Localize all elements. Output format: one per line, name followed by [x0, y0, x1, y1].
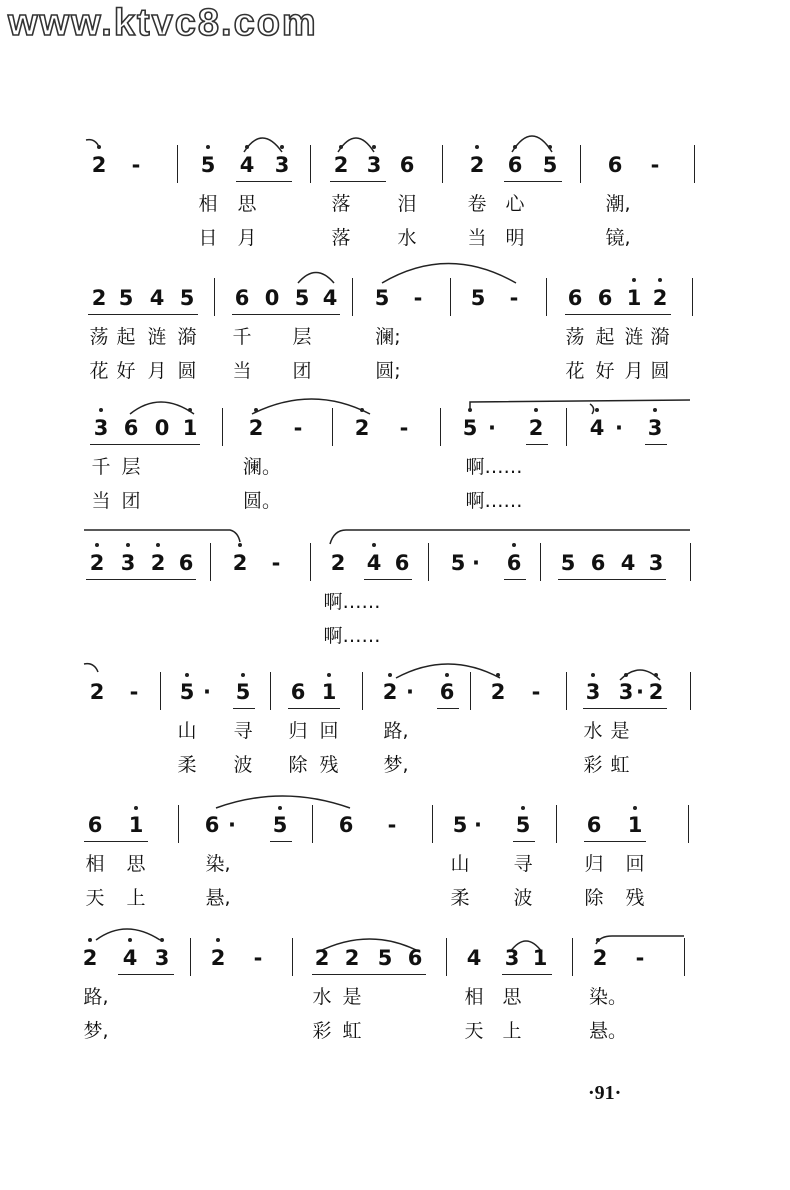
lyric: 啊…… — [465, 490, 523, 512]
beam-line — [583, 708, 667, 709]
augmentation-dot: · — [474, 813, 482, 837]
note: 3 — [366, 153, 382, 177]
lyric: 圆 — [177, 360, 197, 382]
beam-line — [330, 181, 386, 182]
barline — [546, 278, 547, 316]
barline — [540, 543, 541, 581]
beam-line — [270, 841, 292, 842]
beam-line — [504, 579, 526, 580]
lyric: 澜; — [375, 326, 401, 348]
lyric: 漪 — [177, 326, 197, 348]
barline — [442, 145, 443, 183]
lyric: 千 — [232, 326, 252, 348]
lyric: 潮, — [605, 193, 631, 215]
note: 3 — [120, 551, 136, 575]
note: 1 — [321, 680, 337, 704]
lyric: 明 — [505, 227, 525, 249]
note: 4 — [589, 416, 605, 440]
barline — [690, 543, 691, 581]
barline — [428, 543, 429, 581]
note: 2 — [248, 416, 264, 440]
lyric: 荡 — [89, 326, 109, 348]
lyric: 起 — [116, 326, 136, 348]
barline — [178, 805, 179, 843]
note: 5 — [470, 286, 486, 310]
note-dash: - — [271, 551, 281, 575]
lyrics-verse-1 — [0, 978, 790, 1012]
lyric: 澜。 — [242, 456, 282, 478]
beam-line — [88, 314, 198, 315]
note: 2 — [333, 153, 349, 177]
lyric: 日 — [198, 227, 218, 249]
note: 5 — [515, 813, 531, 837]
barline — [688, 805, 689, 843]
lyric: 荡 — [565, 326, 585, 348]
note: 5 — [462, 416, 478, 440]
beam-line — [558, 579, 666, 580]
lyric: 寻 — [233, 720, 253, 742]
note: 6 — [439, 680, 455, 704]
beam-line — [584, 841, 646, 842]
note: 6 — [586, 813, 602, 837]
note: 6 — [590, 551, 606, 575]
note: 1 — [532, 946, 548, 970]
lyric: 落 — [331, 193, 351, 215]
augmentation-dot: · — [636, 680, 644, 704]
score-system-6 — [0, 805, 790, 913]
lyric: 落 — [331, 227, 351, 249]
lyric: 层 — [121, 456, 141, 478]
lyric: 泪 — [397, 193, 417, 215]
lyric: 水 — [312, 986, 332, 1008]
note: 4 — [620, 551, 636, 575]
score-system-1 — [0, 145, 790, 253]
lyric: 思 — [126, 853, 146, 875]
lyric: 悬, — [205, 887, 231, 909]
augmentation-dot: · — [228, 813, 236, 837]
note: 3 — [93, 416, 109, 440]
note: 5 — [294, 286, 310, 310]
barline — [450, 278, 451, 316]
lyric: 残 — [625, 887, 645, 909]
lyric: 思 — [502, 986, 522, 1008]
lyrics-verse-1 — [0, 712, 790, 746]
note: 3 — [647, 416, 663, 440]
note: 3 — [274, 153, 290, 177]
note: 5 — [272, 813, 288, 837]
note: 5 — [450, 551, 466, 575]
note: 2 — [314, 946, 330, 970]
note: 4 — [366, 551, 382, 575]
beam-line — [312, 974, 426, 975]
note: 6 — [87, 813, 103, 837]
lyrics-verse-1 — [0, 583, 790, 617]
note: 2 — [382, 680, 398, 704]
barline — [190, 938, 191, 976]
note: 2 — [592, 946, 608, 970]
note: 6 — [204, 813, 220, 837]
barline — [312, 805, 313, 843]
lyric: 山 — [450, 853, 470, 875]
lyrics-verse-1 — [0, 318, 790, 352]
beam-line — [565, 314, 671, 315]
note: 5 — [542, 153, 558, 177]
note-dash: - — [635, 946, 645, 970]
lyric: 漪 — [650, 326, 670, 348]
lyric: 柔 — [177, 754, 197, 776]
beam-line — [288, 708, 340, 709]
lyrics-verse-2 — [0, 219, 790, 253]
note: 2 — [344, 946, 360, 970]
notes-row — [0, 805, 790, 845]
note: 6 — [507, 153, 523, 177]
lyric: 寻 — [513, 853, 533, 875]
note: 6 — [607, 153, 623, 177]
lyric: 天 — [464, 1020, 484, 1042]
lyric: 当 — [91, 490, 111, 512]
lyric: 月 — [237, 227, 257, 249]
note: 4 — [322, 286, 338, 310]
notes-row — [0, 543, 790, 583]
lyric: 好 — [595, 360, 615, 382]
beam-line — [513, 841, 535, 842]
note: 6 — [178, 551, 194, 575]
score-system-3 — [0, 408, 790, 516]
lyric: 悬。 — [588, 1020, 628, 1042]
barline — [292, 938, 293, 976]
notes-row — [0, 278, 790, 318]
note-dash: - — [253, 946, 263, 970]
notes-row — [0, 145, 790, 185]
note-dash: - — [509, 286, 519, 310]
lyric: 啊…… — [323, 591, 381, 613]
lyric: 层 — [292, 326, 312, 348]
barline — [310, 543, 311, 581]
score-system-4 — [0, 543, 790, 651]
note: 3 — [154, 946, 170, 970]
lyrics-verse-2 — [0, 617, 790, 651]
beam-line — [502, 974, 552, 975]
note: 1 — [626, 286, 642, 310]
lyric: 上 — [126, 887, 146, 909]
beam-line — [437, 708, 459, 709]
lyrics-verse-1 — [0, 448, 790, 482]
note: 6 — [506, 551, 522, 575]
beam-line — [118, 974, 174, 975]
lyric: 千 — [91, 456, 111, 478]
barline — [580, 145, 581, 183]
lyrics-verse-2 — [0, 1012, 790, 1046]
augmentation-dot: · — [406, 680, 414, 704]
note-dash: - — [650, 153, 660, 177]
lyric: 好 — [116, 360, 136, 382]
note: 2 — [91, 286, 107, 310]
barline — [270, 672, 271, 710]
barline — [692, 278, 693, 316]
note: 6 — [234, 286, 250, 310]
lyric: 水 — [583, 720, 603, 742]
barline — [177, 145, 178, 183]
note: 5 — [235, 680, 251, 704]
augmentation-dot: · — [472, 551, 480, 575]
barline — [684, 938, 685, 976]
barline — [690, 672, 691, 710]
lyric: 月 — [147, 360, 167, 382]
notes-row — [0, 938, 790, 978]
note: 2 — [91, 153, 107, 177]
note: 4 — [122, 946, 138, 970]
lyric: 虹 — [342, 1020, 362, 1042]
note: 5 — [200, 153, 216, 177]
lyric: 相 — [464, 986, 484, 1008]
note: 6 — [399, 153, 415, 177]
lyric: 啊…… — [323, 625, 381, 647]
note: 3 — [504, 946, 520, 970]
note: 1 — [182, 416, 198, 440]
augmentation-dot: · — [488, 416, 496, 440]
note: 0 — [264, 286, 280, 310]
lyric: 花 — [89, 360, 109, 382]
lyrics-verse-2 — [0, 482, 790, 516]
barline — [222, 408, 223, 446]
note: 6 — [394, 551, 410, 575]
lyric: 是 — [610, 720, 630, 742]
lyric: 残 — [319, 754, 339, 776]
barline — [470, 672, 471, 710]
lyric: 梦, — [383, 754, 409, 776]
note-dash: - — [293, 416, 303, 440]
note: 5 — [377, 946, 393, 970]
lyric: 相 — [85, 853, 105, 875]
lyric: 月 — [624, 360, 644, 382]
note: 4 — [239, 153, 255, 177]
score-system-2 — [0, 278, 790, 386]
note: 1 — [627, 813, 643, 837]
note: 2 — [652, 286, 668, 310]
note: 2 — [82, 946, 98, 970]
note: 1 — [128, 813, 144, 837]
lyric: 彩 — [312, 1020, 332, 1042]
beam-line — [233, 708, 255, 709]
notes-row — [0, 408, 790, 448]
beam-line — [364, 579, 412, 580]
lyric: 镜, — [605, 227, 631, 249]
note-dash: - — [531, 680, 541, 704]
note: 5 — [560, 551, 576, 575]
lyric: 是 — [342, 986, 362, 1008]
beam-line — [84, 841, 148, 842]
note-dash: - — [131, 153, 141, 177]
notes-row — [0, 672, 790, 712]
beam-line — [86, 579, 196, 580]
lyric: 除 — [288, 754, 308, 776]
lyric: 梦, — [83, 1020, 109, 1042]
lyric: 卷 — [467, 193, 487, 215]
lyric: 山 — [177, 720, 197, 742]
note: 2 — [232, 551, 248, 575]
augmentation-dot: · — [615, 416, 623, 440]
barline — [556, 805, 557, 843]
lyric: 虹 — [610, 754, 630, 776]
lyric: 圆。 — [242, 490, 282, 512]
barline — [214, 278, 215, 316]
lyric: 心 — [505, 193, 525, 215]
note: 6 — [567, 286, 583, 310]
lyric: 起 — [595, 326, 615, 348]
beam-line — [504, 181, 562, 182]
barline — [440, 408, 441, 446]
augmentation-dot: · — [203, 680, 211, 704]
beam-line — [232, 314, 340, 315]
barline — [694, 145, 695, 183]
lyric: 团 — [292, 360, 312, 382]
barline — [310, 145, 311, 183]
note: 2 — [89, 680, 105, 704]
note-dash: - — [399, 416, 409, 440]
lyric: 归 — [288, 720, 308, 742]
lyric: 涟 — [147, 326, 167, 348]
note: 2 — [469, 153, 485, 177]
note: 5 — [118, 286, 134, 310]
lyric: 圆 — [650, 360, 670, 382]
note: 6 — [338, 813, 354, 837]
lyrics-verse-1 — [0, 845, 790, 879]
lyric: 花 — [565, 360, 585, 382]
lyric: 路, — [83, 986, 109, 1008]
lyrics-verse-1 — [0, 185, 790, 219]
lyric: 思 — [237, 193, 257, 215]
barline — [446, 938, 447, 976]
beam-line — [526, 444, 548, 445]
note: 3 — [618, 680, 634, 704]
beam-line — [90, 444, 200, 445]
lyric: 当 — [467, 227, 487, 249]
note: 5 — [374, 286, 390, 310]
note: 6 — [407, 946, 423, 970]
barline — [352, 278, 353, 316]
lyric: 除 — [584, 887, 604, 909]
note: 3 — [648, 551, 664, 575]
barline — [432, 805, 433, 843]
barline — [362, 672, 363, 710]
note: 2 — [490, 680, 506, 704]
note: 6 — [290, 680, 306, 704]
note-dash: - — [387, 813, 397, 837]
lyric: 路, — [383, 720, 409, 742]
note: 4 — [149, 286, 165, 310]
lyric: 回 — [625, 853, 645, 875]
lyric: 相 — [198, 193, 218, 215]
lyric: 柔 — [450, 887, 470, 909]
barline — [160, 672, 161, 710]
note: 2 — [89, 551, 105, 575]
lyric: 团 — [121, 490, 141, 512]
note: 2 — [648, 680, 664, 704]
note: 2 — [330, 551, 346, 575]
barline — [210, 543, 211, 581]
note: 2 — [150, 551, 166, 575]
lyric: 波 — [513, 887, 533, 909]
note-dash: - — [413, 286, 423, 310]
barline — [332, 408, 333, 446]
note: 3 — [585, 680, 601, 704]
lyric: 彩 — [583, 754, 603, 776]
lyric: 染。 — [588, 986, 628, 1008]
note: 5 — [179, 680, 195, 704]
barline — [566, 672, 567, 710]
watermark: www.ktvc8.com — [8, 2, 318, 44]
note: 4 — [466, 946, 482, 970]
note: 2 — [528, 416, 544, 440]
score-system-7 — [0, 938, 790, 1046]
lyric: 啊…… — [465, 456, 523, 478]
note: 5 — [452, 813, 468, 837]
lyric: 染, — [205, 853, 231, 875]
lyrics-verse-2 — [0, 746, 790, 780]
barline — [572, 938, 573, 976]
beam-line — [236, 181, 292, 182]
note: 6 — [123, 416, 139, 440]
lyrics-verse-2 — [0, 879, 790, 913]
note: 2 — [354, 416, 370, 440]
lyric: 水 — [397, 227, 417, 249]
page-number: ·91· — [588, 1082, 622, 1104]
lyric: 上 — [502, 1020, 522, 1042]
lyric: 归 — [584, 853, 604, 875]
note: 0 — [154, 416, 170, 440]
note: 6 — [597, 286, 613, 310]
barline — [566, 408, 567, 446]
score-system-5 — [0, 672, 790, 780]
lyric: 回 — [319, 720, 339, 742]
lyric: 波 — [233, 754, 253, 776]
lyric: 涟 — [624, 326, 644, 348]
lyric: 天 — [85, 887, 105, 909]
beam-line — [645, 444, 667, 445]
note-dash: - — [129, 680, 139, 704]
note: 5 — [179, 286, 195, 310]
lyrics-verse-2 — [0, 352, 790, 386]
lyric: 当 — [232, 360, 252, 382]
note: 2 — [210, 946, 226, 970]
lyric: 圆; — [375, 360, 401, 382]
